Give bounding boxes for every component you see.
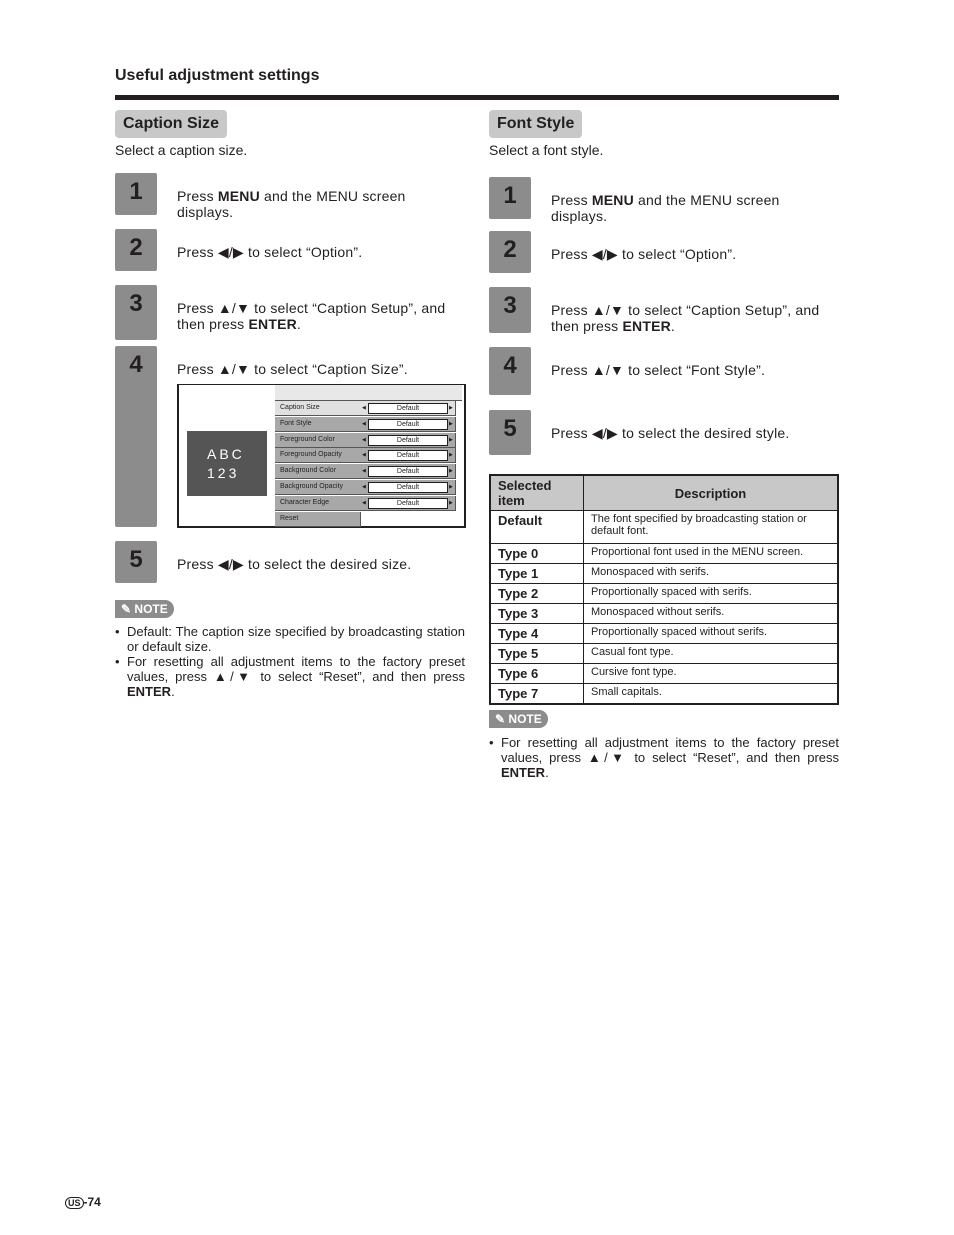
step-text-end: and the MENU screen displays. <box>177 188 406 220</box>
item-cell: Type 7 <box>490 684 584 705</box>
step-text: Press ◀/▶ to select “Option”. <box>551 246 737 262</box>
menu-item-label: Foreground Opacity <box>280 451 342 459</box>
step-number: 3 <box>129 290 143 317</box>
step-text: Press ▲/▼ to select “Caption Setup”, and then press <box>551 302 820 334</box>
step-number-badge <box>115 346 157 527</box>
step-number-badge <box>115 229 157 271</box>
description-cell: Proportionally spaced with serifs. <box>584 584 839 604</box>
item-cell: Type 4 <box>490 624 584 644</box>
table-row <box>490 544 838 564</box>
step-number: 3 <box>503 292 517 319</box>
note-badge <box>489 710 548 728</box>
menu-item-value: Default <box>368 435 448 446</box>
left-arrow-icon[interactable]: ◀ <box>362 452 366 459</box>
step-number-badge <box>489 347 531 395</box>
description-cell: The font specified by broadcasting station or default font. <box>584 511 839 544</box>
table-row <box>490 564 838 584</box>
menu-item[interactable] <box>275 464 456 479</box>
menu-item-label: Caption Size <box>280 404 320 411</box>
preview-text-abc: ABC <box>207 446 245 462</box>
item-cell: Type 5 <box>490 644 584 664</box>
step-key: ENTER <box>248 316 297 332</box>
step-number-badge <box>115 285 157 340</box>
table-row <box>490 584 838 604</box>
step-instruction <box>177 556 465 572</box>
item-cell: Type 0 <box>490 544 584 564</box>
step-instruction <box>551 425 839 441</box>
menu-item-label: Background Color <box>280 467 337 475</box>
font-style-heading: Font Style <box>489 110 582 138</box>
left-arrow-icon[interactable]: ◀ <box>362 484 366 490</box>
step-number: 1 <box>129 178 143 205</box>
note-text: For resetting all adjustment items to the factory preset values, press ▲/▼ to select “Reset”, and then press <box>501 735 839 765</box>
step-number: 4 <box>503 352 517 379</box>
description-cell: Proportionally spaced without serifs. <box>584 624 839 644</box>
step-instruction <box>551 192 839 224</box>
step-key: MENU <box>217 188 260 204</box>
description-cell: Monospaced without serifs. <box>584 604 839 624</box>
step-text-end: . <box>670 318 676 334</box>
step-instruction <box>177 188 465 220</box>
step-text: Press ▲/▼ to select “Caption Size”. <box>177 361 408 377</box>
step-instruction <box>177 300 465 332</box>
column-header-item: Selected item <box>490 475 584 511</box>
step-instruction <box>177 361 465 377</box>
note-item <box>115 624 465 654</box>
description-cell: Cursive font type. <box>584 664 839 684</box>
step-number: 2 <box>503 236 517 263</box>
menu-item-value: Default <box>368 403 448 414</box>
step-number: 4 <box>129 351 143 378</box>
note-text-end: . <box>545 765 549 780</box>
step-number-badge <box>115 173 157 215</box>
step-number-badge <box>489 231 531 273</box>
note-text: For resetting all adjustment items to the factory preset values, press ▲/▼ to select “Reset”, and then press <box>127 654 465 684</box>
left-arrow-icon[interactable]: ◀ <box>362 499 366 506</box>
table-row <box>490 684 838 705</box>
caption-size-notes <box>115 624 465 699</box>
table-row <box>490 511 838 544</box>
menu-item[interactable] <box>275 496 456 511</box>
step-text-end: and the MENU screen displays. <box>551 192 780 224</box>
menu-item-label: Foreground Color <box>280 435 335 443</box>
description-cell: Casual font type. <box>584 644 839 664</box>
right-arrow-icon[interactable]: ▶ <box>449 484 453 490</box>
step-text: Press ◀/▶ to select the desired style. <box>551 425 790 441</box>
reset-label: Reset <box>280 515 299 522</box>
step-text: Press <box>177 188 218 204</box>
menu-item-value: Default <box>368 482 448 493</box>
menu-item[interactable] <box>275 480 456 495</box>
item-cell: Type 3 <box>490 604 584 624</box>
description-cell: Small capitals. <box>584 684 839 705</box>
header-rule <box>115 95 839 100</box>
menu-item-label: Character Edge <box>280 498 330 506</box>
paperclip-icon: ✎ <box>495 712 506 726</box>
note-item <box>489 735 839 780</box>
step-instruction <box>177 244 465 260</box>
step-number-badge <box>489 287 531 333</box>
menu-item[interactable] <box>275 401 456 416</box>
note-key: ENTER <box>501 765 546 780</box>
font-style-subtitle: Select a font style. <box>489 142 604 158</box>
font-style-table <box>489 474 839 705</box>
step-instruction <box>551 302 839 334</box>
step-text: Press ◀/▶ to select “Option”. <box>177 244 363 260</box>
step-text: Press ◀/▶ to select the desired size. <box>177 556 412 572</box>
column-header-description: Description <box>584 475 839 511</box>
preview-text-123: 123 <box>207 465 240 481</box>
step-text: Press ▲/▼ to select “Font Style”. <box>551 362 766 378</box>
step-number-badge <box>115 541 157 583</box>
right-arrow-icon[interactable]: ▶ <box>449 452 453 459</box>
description-cell: Monospaced with serifs. <box>584 564 839 584</box>
step-number: 2 <box>129 234 143 261</box>
paperclip-icon: ✎ <box>121 602 132 616</box>
menu-item-reset[interactable] <box>275 512 361 527</box>
step-number-badge <box>489 410 531 455</box>
right-arrow-icon[interactable]: ▶ <box>449 405 453 411</box>
item-cell: Type 2 <box>490 584 584 604</box>
font-style-notes <box>489 735 839 780</box>
left-arrow-icon[interactable]: ◀ <box>362 436 366 443</box>
item-cell: Type 1 <box>490 564 584 584</box>
step-text: Press ▲/▼ to select “Caption Setup”, and then press <box>177 300 446 332</box>
item-cell: Default <box>490 511 584 544</box>
menu-item-value: Default <box>368 498 448 509</box>
menu-item[interactable] <box>275 448 456 463</box>
step-key: ENTER <box>622 318 671 334</box>
note-item <box>115 654 465 699</box>
note-text-end: . <box>171 684 175 699</box>
note-label: NOTE <box>134 602 168 616</box>
table-row <box>490 644 838 664</box>
menu-item[interactable] <box>275 433 456 448</box>
menu-item-label: Font Style <box>280 419 312 427</box>
step-instruction <box>551 362 839 378</box>
item-cell: Type 6 <box>490 664 584 684</box>
step-key: MENU <box>591 192 634 208</box>
left-arrow-icon[interactable]: ◀ <box>362 420 366 427</box>
region-badge: US <box>65 1197 84 1209</box>
table-row <box>490 664 838 684</box>
caption-size-subtitle: Select a caption size. <box>115 142 248 158</box>
step-number-badge <box>489 177 531 219</box>
step-number: 5 <box>503 415 517 442</box>
note-label: NOTE <box>508 712 542 726</box>
page-number-text: -74 <box>83 1195 101 1209</box>
note-key: ENTER <box>127 684 172 699</box>
right-arrow-icon[interactable]: ▶ <box>449 499 453 506</box>
right-arrow-icon[interactable]: ▶ <box>449 468 453 475</box>
right-arrow-icon[interactable]: ▶ <box>449 420 453 427</box>
menu-item[interactable] <box>275 417 456 432</box>
menu-item-label: Background Opacity <box>280 483 344 490</box>
menu-screen-illustration <box>177 384 466 528</box>
note-text: Default: The caption size specified by broadcasting station or default size. <box>127 624 465 654</box>
left-arrow-icon[interactable]: ◀ <box>362 468 366 475</box>
menu-header-bar <box>275 385 462 401</box>
step-number: 1 <box>503 182 517 209</box>
menu-item-value: Default <box>368 419 448 430</box>
section-title: Useful adjustment settings <box>115 67 320 84</box>
note-badge <box>115 600 174 618</box>
description-cell: Proportional font used in the MENU screen. <box>584 544 839 564</box>
step-text-end: . <box>296 316 302 332</box>
menu-item-value: Default <box>368 450 448 461</box>
table-row <box>490 604 838 624</box>
step-text: Press <box>551 192 592 208</box>
step-instruction <box>551 246 839 262</box>
table-row <box>490 624 838 644</box>
right-arrow-icon[interactable]: ▶ <box>449 436 453 443</box>
step-number: 5 <box>129 546 143 573</box>
caption-preview <box>187 431 267 496</box>
menu-item-value: Default <box>368 466 448 477</box>
page-number <box>65 1195 101 1209</box>
left-arrow-icon[interactable]: ◀ <box>362 405 366 411</box>
caption-size-heading: Caption Size <box>115 110 227 138</box>
